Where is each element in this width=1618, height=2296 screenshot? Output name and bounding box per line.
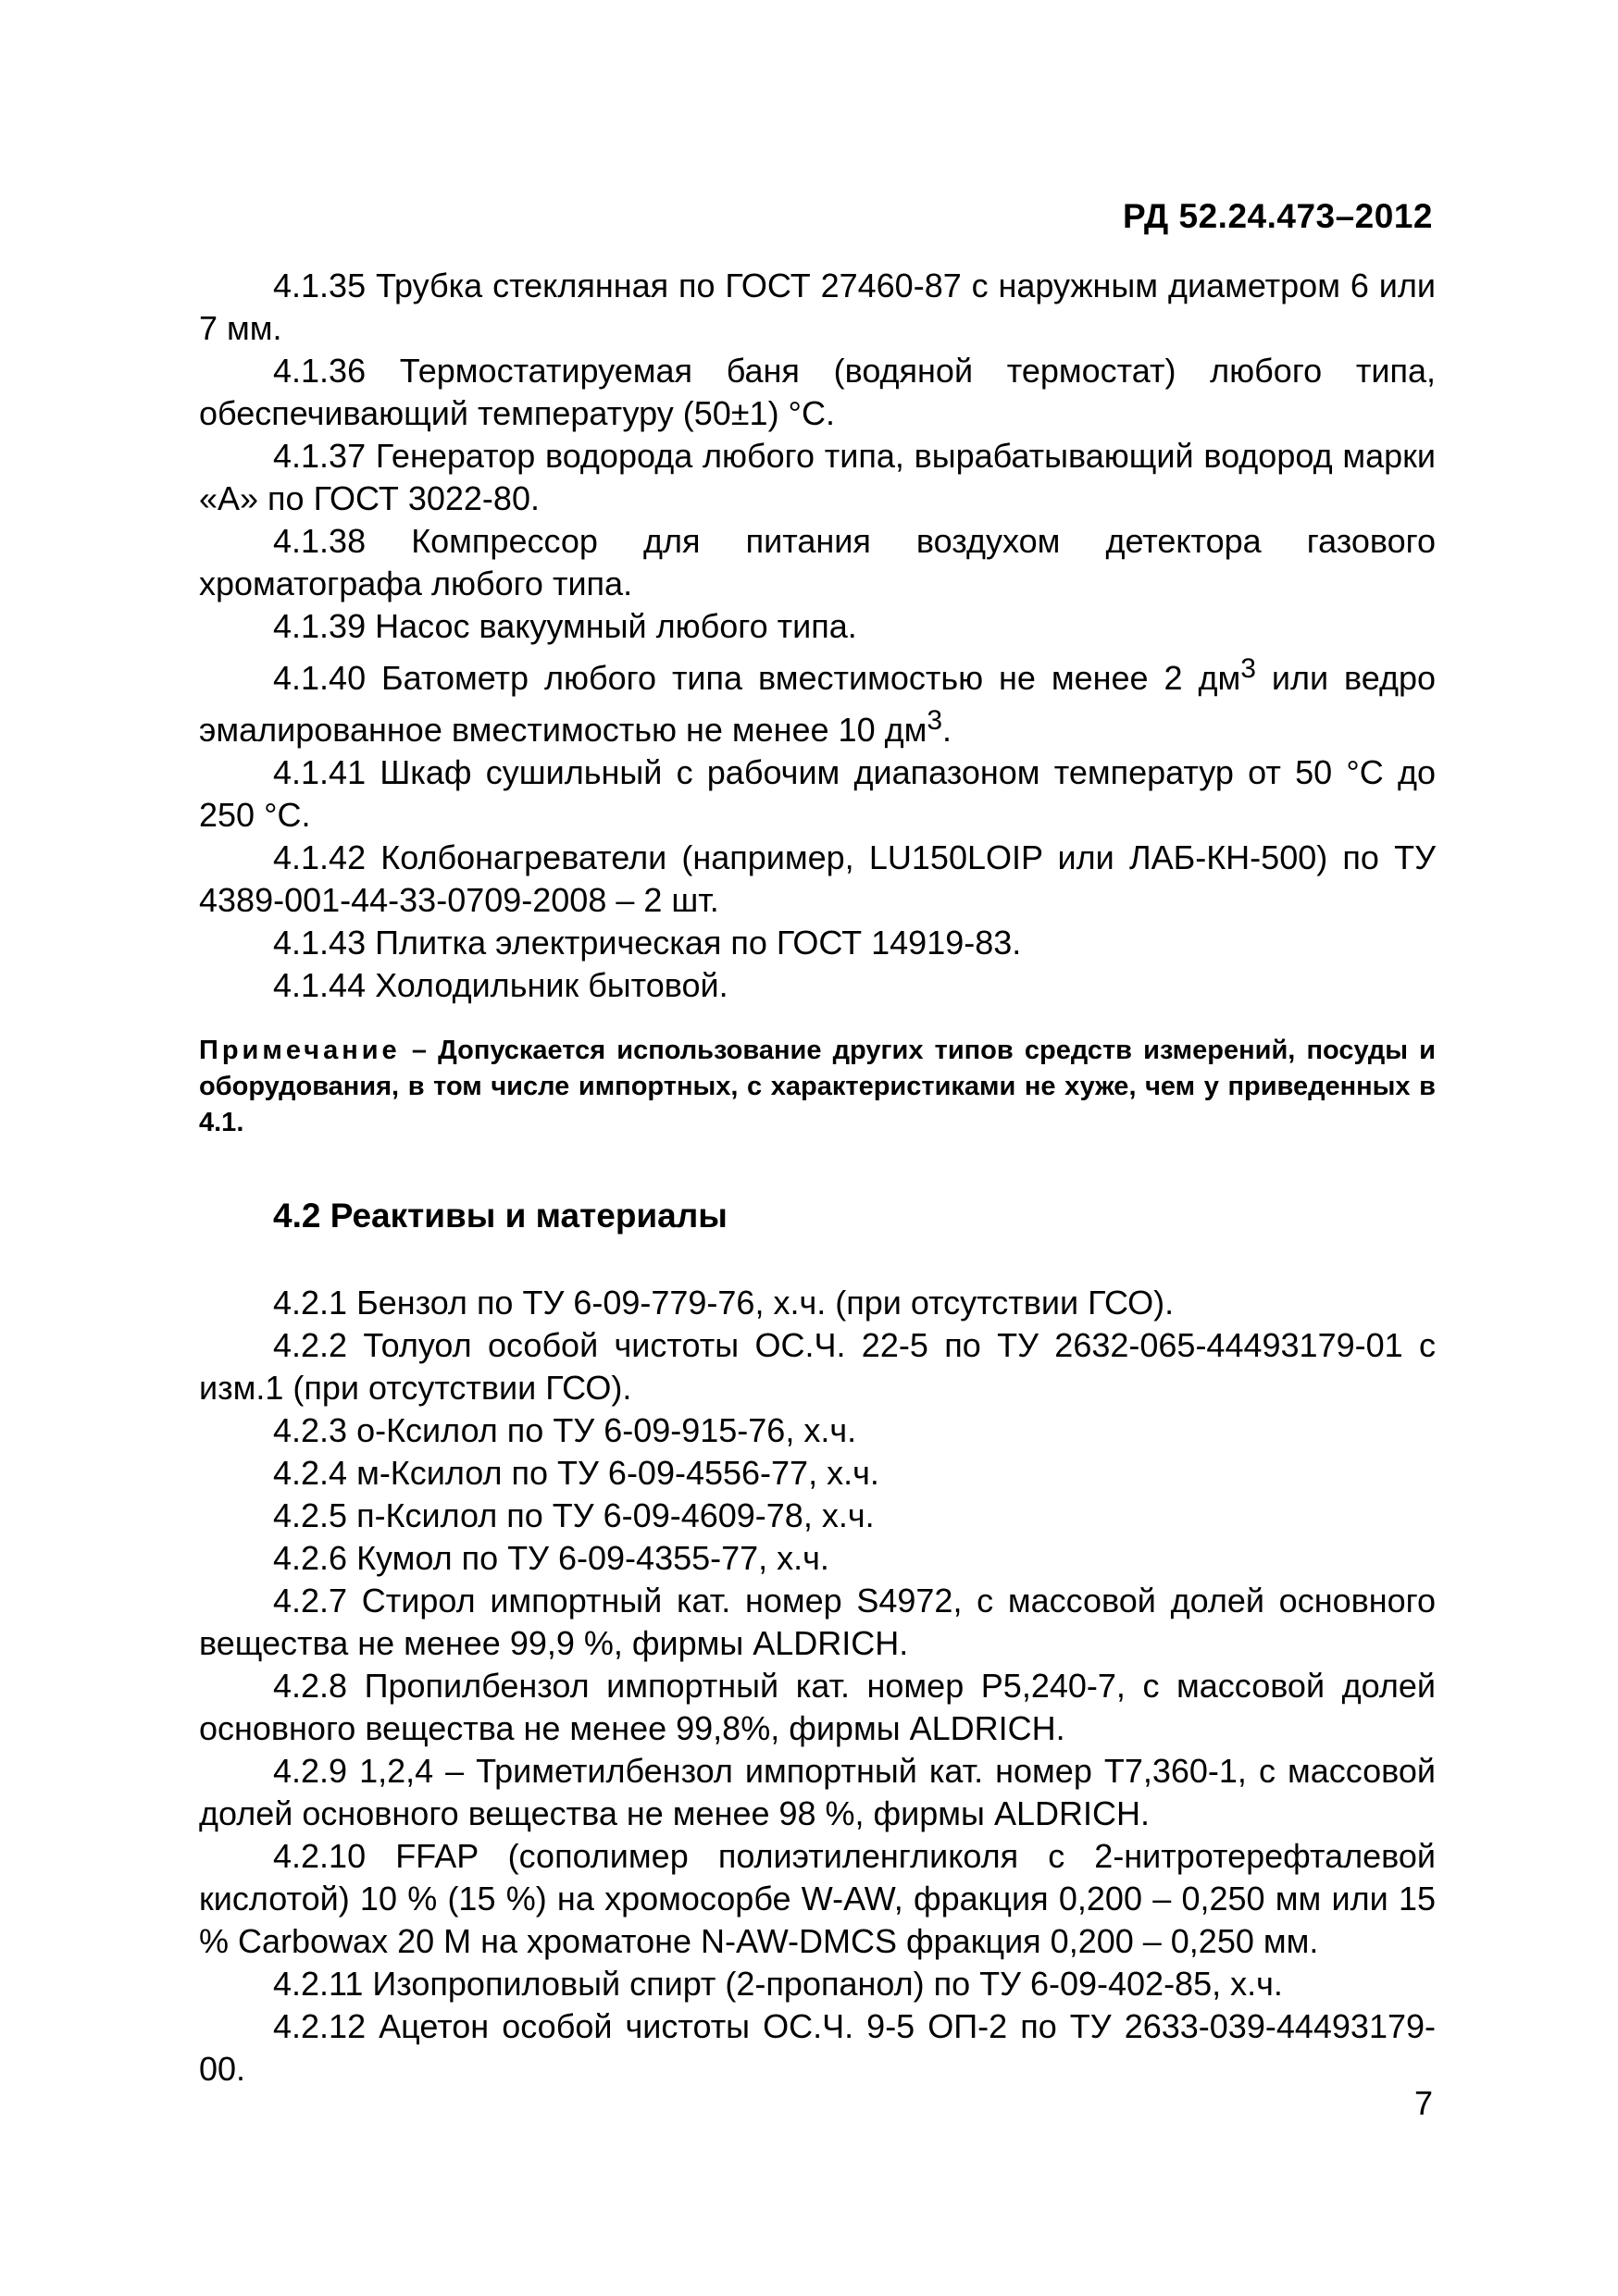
document-code: РД 52.24.473–2012 [1123, 197, 1433, 235]
paragraph-4-1-36: 4.1.36 Термостатируемая баня (водяной термостат) любого типа, обеспечивающий температуру (50±1) °С. [199, 352, 1436, 432]
reagent-4-2-12: 4.2.12 Ацетон особой чистоты ОС.Ч. 9-5 ОП-2 по ТУ 2633-039-44493179-00. [199, 2007, 1436, 2088]
paragraph-4-1-39: 4.1.39 Насос вакуумный любого типа. [273, 607, 857, 645]
reagent-4-2-2: 4.2.2 Толуол особой чистоты ОС.Ч. 22-5 по ТУ 2632-065-44493179-01 с изм.1 (при отсутствии ГСО). [199, 1326, 1436, 1407]
reagent-4-2-8: 4.2.8 Пропилбензол импортный кат. номер P5,240-7, с массовой долей основного вещества не менее 99,8%, фирмы ALDRICH. [199, 1667, 1436, 1747]
paragraph-4-1-41: 4.1.41 Шкаф сушильный с рабочим диапазоном температур от 50 °С до 250 °С. [199, 753, 1436, 834]
note-label: Примечание [199, 1036, 401, 1065]
paragraph-4-1-37: 4.1.37 Генератор водорода любого типа, вырабатывающий водород марки «А» по ГОСТ 3022-80. [199, 437, 1436, 517]
paragraph-4-1-40-part-c: . [942, 711, 952, 749]
section-heading: 4.2 Реактивы и материалы [273, 1197, 728, 1235]
paragraph-4-1-40-part-b: или ведро эмалированное вместимостью не менее 10 дм [199, 659, 1436, 749]
paragraph-4-1-40 [199, 648, 1436, 751]
reagent-4-2-10: 4.2.10 FFAP (сополимер полиэтиленгликоля с 2-нитротерефталевой кислотой) 10 % (15 %) на хромосорбе W-AW, фракция 0,200 – 0,250 мм или 15 % Carbowax 20 M на хроматоне N-AW-DMCS фракция 0,200 – 0,250 мм. [199, 1837, 1436, 1960]
reagent-4-2-1: 4.2.1 Бензол по ТУ 6-09-779-76, х.ч. (при отсутствии ГСО). [273, 1284, 1175, 1322]
reagent-4-2-5: 4.2.5 п-Ксилол по ТУ 6-09-4609-78, х.ч. [273, 1496, 875, 1534]
paragraph-4-1-42: 4.1.42 Колбонагреватели (например, LU150LOIP или ЛАБ-КН-500) по ТУ 4389-001-44-33-0709-2008 – 2 шт. [199, 838, 1436, 919]
note-text: – Допускается использование других типов средств измерений, посуды и оборудования, в том числе импортных, с характеристиками не хуже, чем у приведенных в 4.1. [199, 1036, 1436, 1137]
page-content [199, 265, 1436, 2091]
paragraph-4-1-43: 4.1.43 Плитка электрическая по ГОСТ 14919-83. [273, 924, 1022, 962]
note [199, 1033, 1436, 1141]
superscript-3: 3 [927, 705, 943, 736]
paragraph-4-1-35: 4.1.35 Трубка стеклянная по ГОСТ 27460-87 с наружным диаметром 6 или 7 мм. [199, 267, 1436, 347]
reagent-4-2-6: 4.2.6 Кумол по ТУ 6-09-4355-77, х.ч. [273, 1539, 829, 1577]
reagent-4-2-11: 4.2.11 Изопропиловый спирт (2-пропанол) по ТУ 6-09-402-85, х.ч. [273, 1965, 1283, 2003]
paragraph-4-1-38: 4.1.38 Компрессор для питания воздухом детектора газового хроматографа любого типа. [199, 522, 1436, 602]
page-number: 7 [1413, 2084, 1433, 2122]
paragraph-4-1-44: 4.1.44 Холодильник бытовой. [273, 966, 728, 1004]
paragraph-4-1-40-part-a: 4.1.40 Батометр любого типа вместимостью не менее 2 дм [273, 659, 1241, 697]
reagent-4-2-9: 4.2.9 1,2,4 – Триметилбензол импортный кат. номер T7,360-1, с массовой долей основного вещества не менее 98 %, фирмы ALDRICH. [199, 1752, 1436, 1832]
superscript-3: 3 [1240, 653, 1256, 684]
reagent-4-2-4: 4.2.4 м-Ксилол по ТУ 6-09-4556-77, х.ч. [273, 1454, 879, 1492]
reagent-4-2-3: 4.2.3 о-Ксилол по ТУ 6-09-915-76, х.ч. [273, 1411, 857, 1449]
reagent-4-2-7: 4.2.7 Стирол импортный кат. номер S4972, с массовой долей основного вещества не менее 99,9 %, фирмы ALDRICH. [199, 1582, 1436, 1662]
